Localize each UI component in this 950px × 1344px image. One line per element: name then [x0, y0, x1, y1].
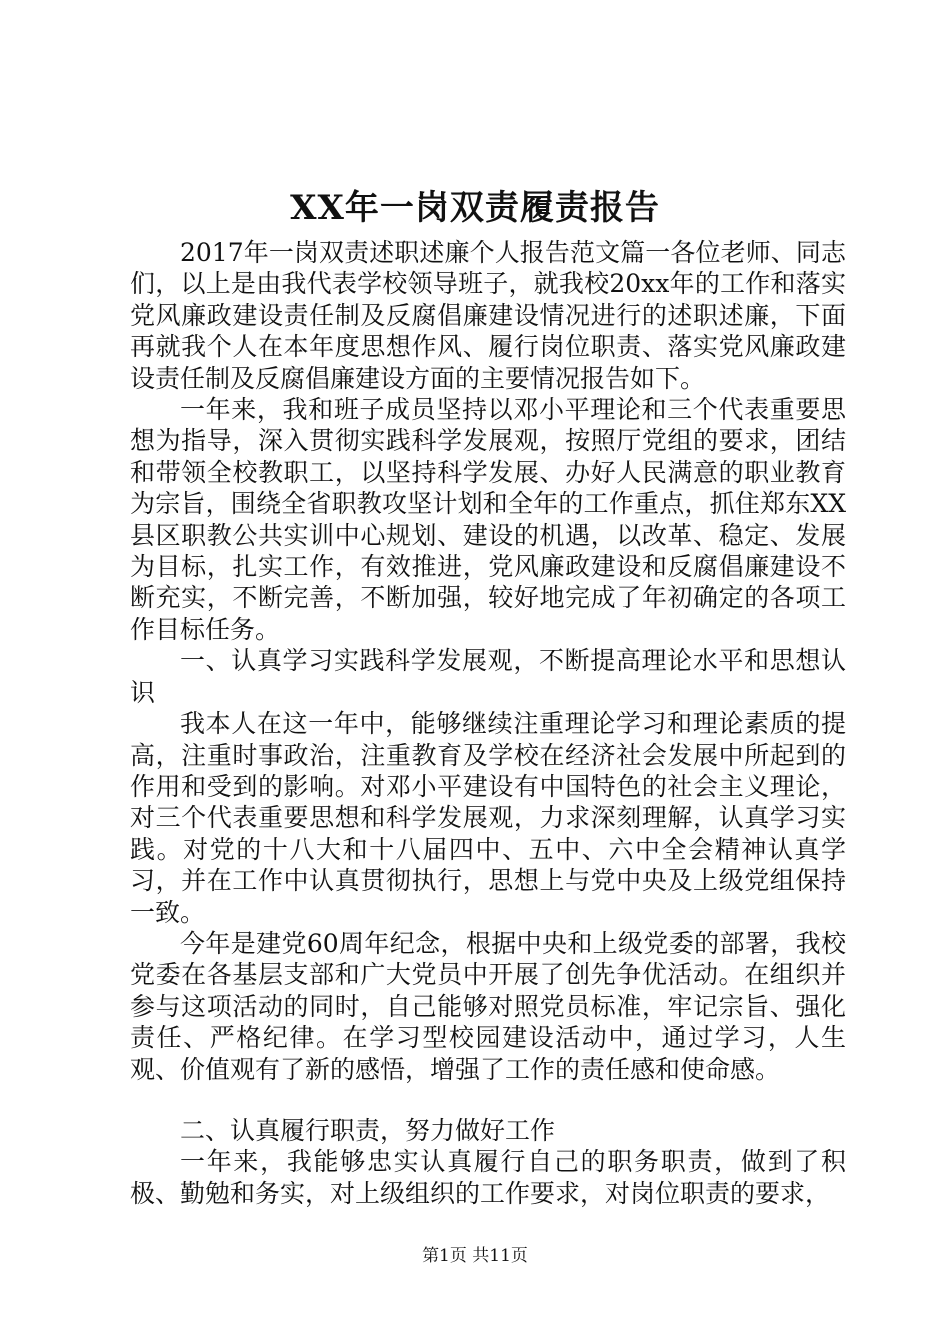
- paragraph-overview: 一年来，我和班子成员坚持以邓小平理论和三个代表重要思想为指导，深入贯彻实践科学发展观，按照厅党组的要求，团结和带领全校教职工，以坚持科学发展、办好人民满意的职业教育为宗旨，围绕全省职教攻坚计划和全年的工作重点，抓住郑东XX县区职教公共实训中心规划、建设的机遇，以改革、稳定、发展为目标，扎实工作，有效推进，党风廉政建设和反腐倡廉建设不断充实，不断完善，不断加强，较好地完成了年初确定的各项工作目标任务。: [130, 395, 846, 644]
- paragraph-intro: 2017年一岗双责述职述廉个人报告范文篇一各位老师、同志们，以上是由我代表学校领导班子，就我校20xx年的工作和落实党风廉政建设责任制及反腐倡廉建设情况进行的述职述廉，下面再就我个人在本年度思想作风、履行岗位职责、落实党风廉政建设责任制及反腐倡廉建设方面的主要情况报告如下。: [130, 238, 846, 393]
- section-heading-1: 一、认真学习实践科学发展观，不断提高理论水平和思想认识: [130, 646, 846, 707]
- paragraph-theory-study: 我本人在这一年中，能够继续注重理论学习和理论素质的提高，注重时事政治，注重教育及学校在经济社会发展中所起到的作用和受到的影响。对邓小平建设有中国特色的社会主义理论，对三个代表重要思想和科学发展观，力求深刻理解，认真学习实践。对党的十八大和十八届四中、五中、六中全会精神认真学习，并在工作中认真贯彻执行，思想上与党中央及上级党组保持一致。: [130, 709, 846, 927]
- paragraph-party-anniversary: 今年是建党60周年纪念，根据中央和上级党委的部署，我校党委在各基层支部和广大党员中开展了创先争优活动。在组织并参与这项活动的同时，自己能够对照党员标准，牢记宗旨、强化责任、严格纪律。在学习型校园建设活动中，通过学习，人生观、价值观有了新的感悟，增强了工作的责任感和使命感。: [130, 928, 846, 1084]
- section-heading-2: 二、认真履行职责，努力做好工作: [180, 1115, 556, 1145]
- paragraph-duties: 一年来，我能够忠实认真履行自己的职务职责，做到了积极、勤勉和务实，对上级组织的工作要求，对岗位职责的要求，: [130, 1147, 846, 1208]
- document-body: [130, 237, 846, 1209]
- page-number-footer: 第1页 共11页: [422, 1246, 528, 1266]
- document-title: XX年一岗双责履责报告: [290, 188, 660, 228]
